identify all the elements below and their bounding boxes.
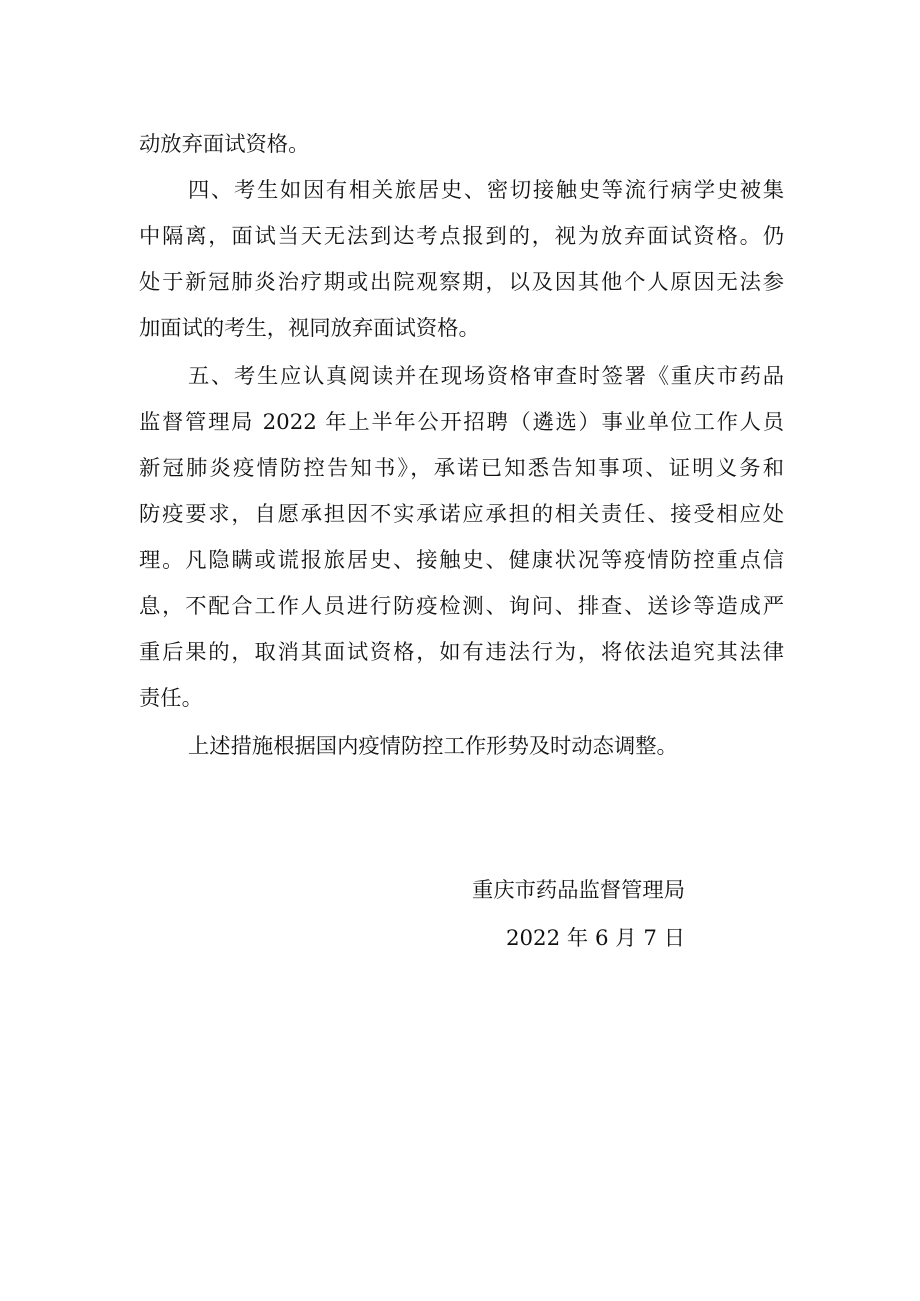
paragraph-5-line-3: 新冠肺炎疫情防控告知书》，承诺已知悉告知事项、证明义务和 [139, 456, 784, 481]
paragraph-5-line-6: 息，不配合工作人员进行防疫检测、询问、排查、送诊等造成严 [139, 594, 784, 619]
paragraph-5-line-8: 责任。 [139, 686, 203, 711]
paragraph-5-line-7: 重后果的，取消其面试资格，如有违法行为，将依法追究其法律 [139, 640, 784, 665]
signature-organization: 重庆市药品监督管理局 [472, 878, 685, 903]
paragraph-5-line-2: 监督管理局 2022 年上半年公开招聘（遴选）事业单位工作人员 [139, 410, 784, 435]
paragraph-4-line-1: 四、考生如因有相关旅居史、密切接触史等流行病学史被集 [188, 178, 784, 203]
paragraph-4-line-3: 处于新冠肺炎治疗期或出院观察期，以及因其他个人原因无法参 [139, 270, 784, 295]
paragraph-5-line-1: 五、考生应认真阅读并在现场资格审查时签署《重庆市药品 [188, 364, 784, 389]
paragraph-4-line-4: 加面试的考生，视同放弃面试资格。 [139, 316, 480, 341]
paragraph-3-line-end: 动放弃面试资格。 [139, 132, 310, 157]
signature-date: 2022 年 6 月 7 日 [505, 926, 685, 951]
closing-paragraph: 上述措施根据国内疫情防控工作形势及时动态调整。 [188, 734, 678, 759]
paragraph-5-line-5: 理。凡隐瞒或谎报旅居史、接触史、健康状况等疫情防控重点信 [139, 548, 784, 573]
paragraph-5-line-4: 防疫要求，自愿承担因不实承诺应承担的相关责任、接受相应处 [139, 502, 784, 527]
paragraph-4-line-2: 中隔离，面试当天无法到达考点报到的，视为放弃面试资格。仍 [139, 224, 784, 249]
